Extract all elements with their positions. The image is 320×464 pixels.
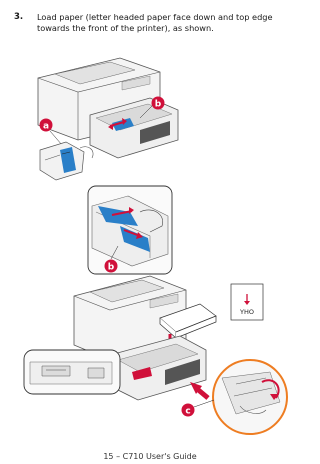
svg-text:c: c — [185, 406, 191, 417]
inset-tray-detail — [24, 350, 120, 394]
callout-c — [182, 400, 215, 417]
inset-hand-lever — [40, 142, 93, 180]
step-number: 3. — [14, 12, 24, 22]
svg-text:b: b — [154, 99, 162, 110]
inset-guide-adjust — [88, 186, 172, 274]
zoom-detail — [213, 360, 287, 434]
step-instruction: Load paper (letter headed paper face down and top edge towards the front of the printer), as shown. — [37, 12, 273, 33]
letterhead-label: YHO — [240, 308, 254, 316]
letterhead-page-icon — [231, 284, 263, 320]
svg-text:a: a — [42, 121, 50, 132]
svg-text:b: b — [107, 262, 115, 273]
page-footer: 15 – C710 User's Guide — [103, 452, 197, 461]
